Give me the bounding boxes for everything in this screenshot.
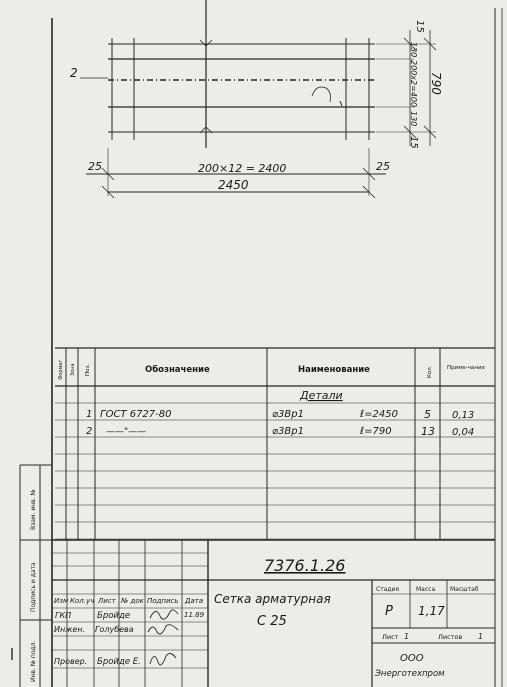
spec-header-name: Наименование: [298, 365, 370, 375]
spec-row-pos: 1: [86, 409, 93, 420]
dimension-span: 200×12 = 2400: [198, 162, 287, 175]
spec-header-note: Приме-чание: [447, 365, 485, 371]
spec-row: [86, 408, 474, 421]
signature-row: [54, 657, 141, 667]
spec-header-zone: Зона: [70, 363, 76, 376]
column-header-signature: Подпись: [147, 597, 179, 605]
dimension-top: 15: [414, 20, 425, 33]
stage-value: Р: [385, 604, 393, 619]
spec-row-designation: ——"——: [106, 427, 147, 437]
dimension-step-bottom: 130: [409, 111, 418, 127]
spec-row-name: ⌀3Вр1: [272, 426, 304, 437]
column-header-date: Дата: [185, 597, 204, 605]
sheet-label: Лист: [382, 633, 399, 641]
dimension-total-height: 790: [429, 72, 443, 95]
person-name: Бройде: [97, 611, 131, 621]
spec-row-length: ℓ=2450: [360, 409, 398, 420]
document-number: 7376.1.26: [264, 556, 346, 575]
stamp-inv-orig: Инв. № подл.: [30, 640, 37, 682]
spec-header-designation: Обозначение: [145, 365, 210, 375]
role-label: Провер.: [54, 657, 88, 666]
column-header-sheet: Лист: [98, 597, 116, 605]
height-dimension-lines: [376, 30, 436, 146]
spec-header-pos: Поз.: [85, 363, 91, 376]
spec-row-pos: 2: [86, 426, 93, 437]
sheets-value: 1: [478, 632, 484, 641]
scale-label: Масштаб: [450, 586, 479, 593]
organization-line-2: Энерготехпром: [375, 669, 445, 679]
sheet-value: 1: [404, 632, 410, 641]
mass-value: 1,17: [418, 604, 445, 618]
spec-row: [86, 425, 474, 438]
organization-line-1: ООО: [400, 653, 424, 664]
spec-row-qty: 13: [421, 425, 435, 438]
spec-row-note: 0,13: [452, 410, 475, 421]
sheets-label: Листов: [438, 633, 463, 641]
stamp-sign-date: Подпись и дата: [30, 562, 37, 612]
spec-row-length: ℓ=790: [360, 426, 392, 437]
dimension-right-offset: 25: [376, 160, 390, 173]
dimension-step-top: 130: [409, 42, 418, 58]
spec-header-format: Формат: [58, 359, 64, 380]
role-label: Инжен.: [54, 625, 86, 634]
dimension-total-length: 2450: [218, 178, 249, 192]
spec-row-designation: ГОСТ 6727-80: [100, 409, 172, 420]
spec-header-qty: Кол.: [427, 365, 433, 378]
person-name: Голубева: [95, 625, 134, 634]
stamp-replace-inv: Взам. инв. №: [30, 489, 37, 530]
spec-row-note: 0,04: [452, 427, 475, 438]
mass-label: Масса: [416, 586, 436, 593]
position-callout: 2: [70, 66, 78, 80]
role-label: ГКП: [55, 611, 72, 620]
person-name: Бройде Е.: [97, 657, 141, 667]
stage-label: Стадия: [376, 586, 400, 593]
product-name: Сетка арматурная: [214, 592, 331, 606]
dimension-middle: 200x2=400: [409, 60, 418, 108]
spec-section-title: Детали: [300, 389, 343, 402]
column-header-docno: № док: [121, 597, 144, 605]
column-header-count: Кол.уч: [70, 597, 95, 605]
spec-row-name: ⌀3Вр1: [272, 409, 304, 420]
product-code: С 25: [257, 614, 287, 629]
sign-date: 11.89: [184, 611, 205, 619]
mesh-drawing: [80, 0, 375, 148]
dimension-left-offset: 25: [88, 160, 102, 173]
column-header-change: Изм: [54, 597, 69, 605]
spec-row-qty: 5: [424, 408, 431, 421]
signature-mark: [150, 610, 178, 619]
signature-mark: [150, 653, 176, 664]
dimension-bottom: 15: [408, 136, 419, 149]
signature-mark: [148, 625, 178, 634]
